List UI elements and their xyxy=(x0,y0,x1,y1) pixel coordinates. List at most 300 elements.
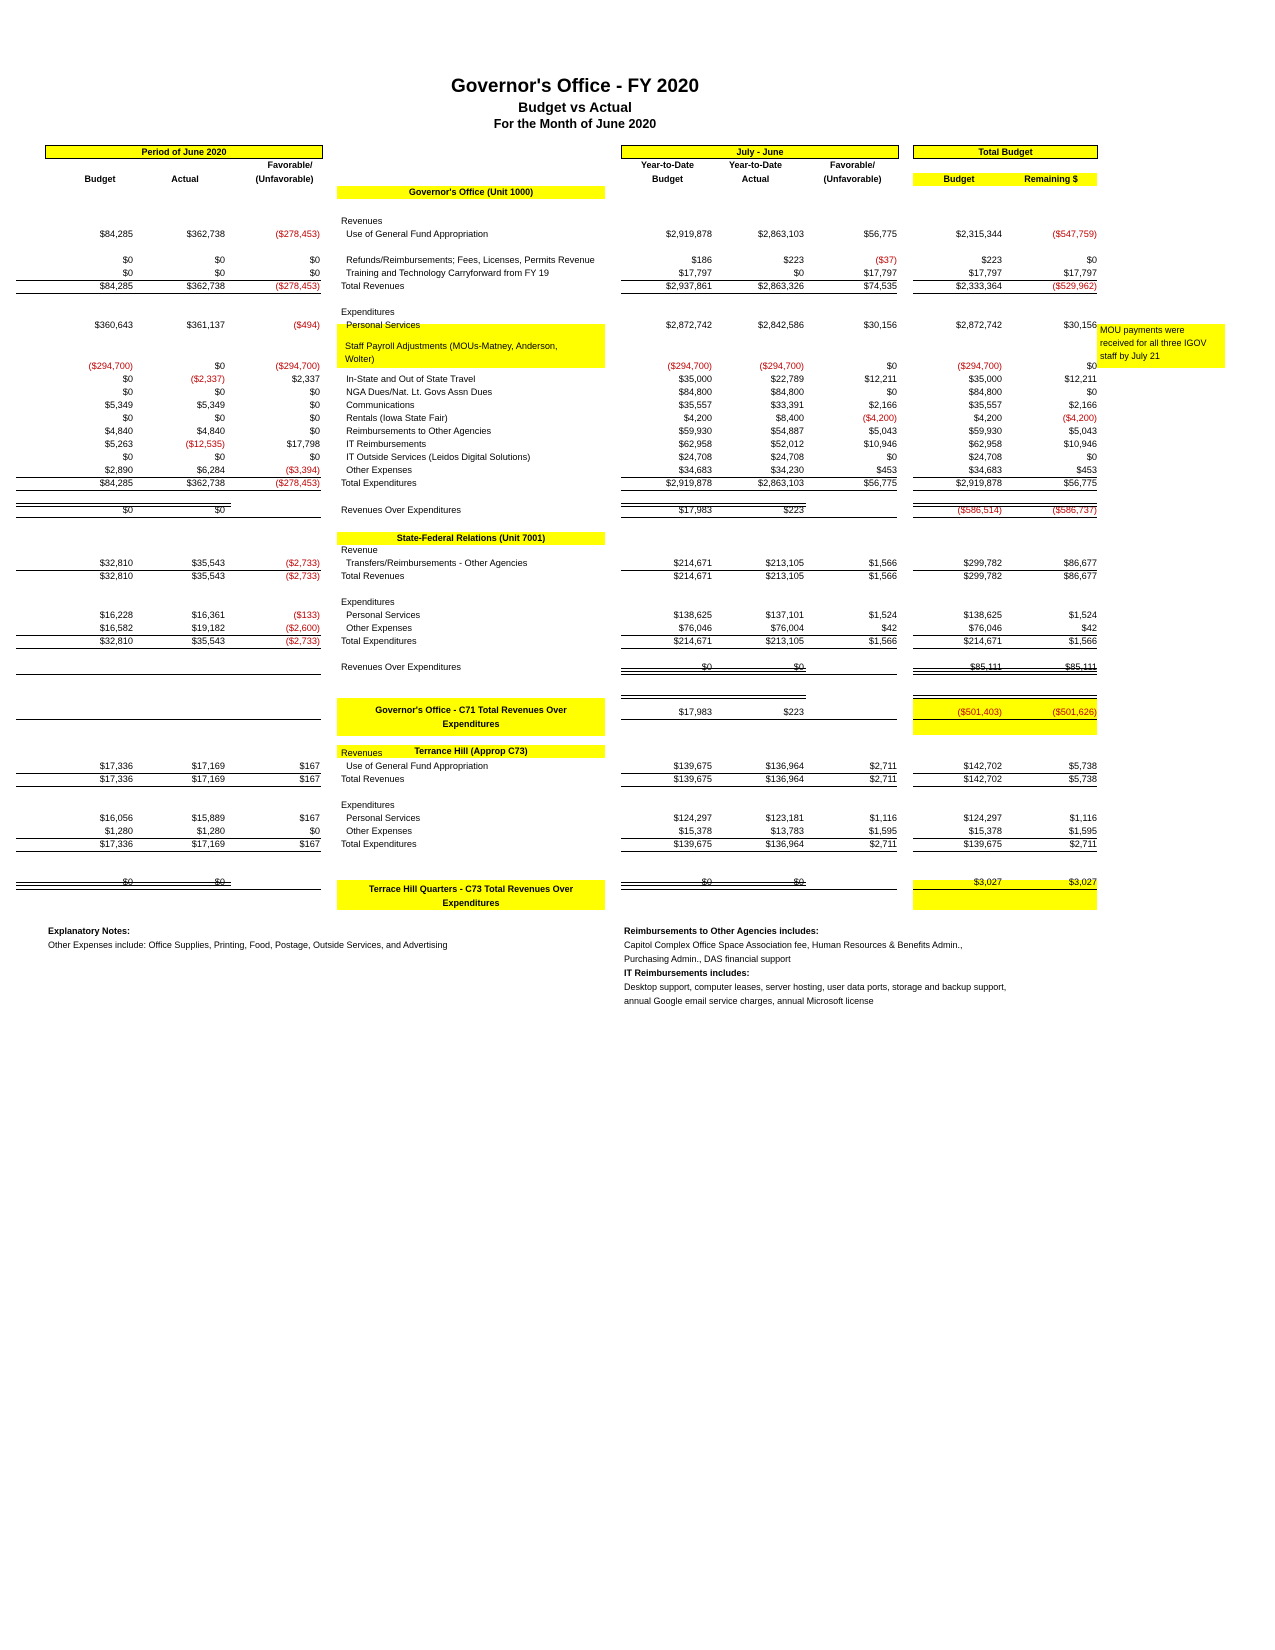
cell-tb-budget: $142,702 xyxy=(963,761,1002,771)
cell-period-budget: $0 xyxy=(122,413,133,423)
cell-ytd-budget: ($294,700) xyxy=(667,361,712,371)
cell-period-budget: $17,336 xyxy=(99,774,133,784)
cell-ytd-budget: $186 xyxy=(691,255,712,265)
cell-ytd-budget: $59,930 xyxy=(678,426,712,436)
cell-ytd-budget: $17,983 xyxy=(678,707,712,717)
cell-period-fav: ($2,733) xyxy=(285,571,320,581)
cell-period-budget: $0 xyxy=(122,452,133,462)
cell-tb-remaining: ($501,626) xyxy=(1052,707,1097,717)
cell-period-actual: $0 xyxy=(214,361,225,371)
cell-period-budget: $84,285 xyxy=(99,478,133,488)
table-row xyxy=(0,812,1275,825)
cell-tb-budget: $35,557 xyxy=(968,400,1002,410)
cell-ytd-actual: $213,105 xyxy=(765,571,804,581)
row-underline xyxy=(913,851,1097,852)
cell-period-fav: $0 xyxy=(309,400,320,410)
cell-ytd-budget: $139,675 xyxy=(673,774,712,784)
group-header-total: Total Budget xyxy=(913,145,1098,159)
cell-ytd-budget: $214,671 xyxy=(673,558,712,568)
col-actual: Actual xyxy=(171,174,199,184)
cell-ytd-fav: $17,797 xyxy=(863,268,897,278)
row-label: Reimbursements to Other Agencies xyxy=(341,426,492,436)
cell-tb-remaining: $56,775 xyxy=(1063,478,1097,488)
cell-period-fav: $17,798 xyxy=(286,439,320,449)
row-label: In-State and Out of State Travel xyxy=(341,374,476,384)
table-row xyxy=(0,596,1275,609)
row-underline xyxy=(621,674,897,675)
row-underline xyxy=(913,719,1097,720)
cell-period-fav: ($2,733) xyxy=(285,636,320,646)
cell-period-fav: ($278,453) xyxy=(275,478,320,488)
section-c73-line1: Terrace Hill Quarters - C73 Total Revenues Over xyxy=(368,884,574,894)
cell-tb-budget: $35,000 xyxy=(968,374,1002,384)
row-underline xyxy=(621,889,897,890)
cell-period-actual: $19,182 xyxy=(191,623,225,633)
cell-tb-budget: $62,958 xyxy=(968,439,1002,449)
cell-tb-budget: $4,200 xyxy=(973,413,1002,423)
cell-tb-remaining: $3,027 xyxy=(1068,877,1097,887)
cell-ytd-budget: $35,000 xyxy=(678,374,712,384)
table-row xyxy=(0,306,1275,319)
cell-period-budget: ($294,700) xyxy=(88,361,133,371)
cell-tb-remaining: $5,738 xyxy=(1068,774,1097,784)
cell-ytd-actual: $223 xyxy=(783,707,804,717)
col-fav-bottom: (Unfavorable) xyxy=(255,174,314,184)
cell-ytd-budget: $62,958 xyxy=(678,439,712,449)
row-label: Other Expenses xyxy=(341,623,412,633)
cell-period-actual: $17,169 xyxy=(191,761,225,771)
table-row xyxy=(0,622,1275,635)
cell-period-actual: $6,284 xyxy=(196,465,225,475)
cell-period-fav: $0 xyxy=(309,255,320,265)
cell-ytd-actual: $22,789 xyxy=(770,374,804,384)
cell-ytd-actual: $223 xyxy=(783,505,804,515)
cell-ytd-budget: $24,708 xyxy=(678,452,712,462)
cell-period-fav: $0 xyxy=(309,268,320,278)
row-underline xyxy=(16,674,231,675)
table-row xyxy=(0,360,1275,373)
row-underline xyxy=(913,517,1097,518)
report-subtitle: Budget vs Actual xyxy=(518,99,632,115)
cell-period-fav: ($278,453) xyxy=(275,229,320,239)
table-row xyxy=(0,319,1275,332)
cell-ytd-actual: $34,230 xyxy=(770,465,804,475)
cell-period-actual: ($12,535) xyxy=(185,439,225,449)
row-label: Expenditures xyxy=(341,307,395,317)
cell-ytd-actual: $137,101 xyxy=(765,610,804,620)
cell-ytd-fav: ($37) xyxy=(875,255,897,265)
cell-ytd-fav: $56,775 xyxy=(863,229,897,239)
rule xyxy=(16,503,231,507)
notes-right-title-1: Reimbursements to Other Agencies includes: xyxy=(624,926,819,936)
cell-tb-budget: ($586,514) xyxy=(957,505,1002,515)
cell-ytd-budget: $2,919,878 xyxy=(666,478,712,488)
cell-ytd-actual: $123,181 xyxy=(765,813,804,823)
cell-ytd-fav: $1,524 xyxy=(868,610,897,620)
cell-ytd-actual: $136,964 xyxy=(765,761,804,771)
cell-period-budget: $0 xyxy=(122,255,133,265)
cell-tb-budget: $138,625 xyxy=(963,610,1002,620)
cell-ytd-actual: $213,105 xyxy=(765,558,804,568)
notes-right-text-1b: Purchasing Admin., DAS financial support xyxy=(624,954,791,964)
cell-ytd-budget: $2,937,861 xyxy=(666,281,712,291)
cell-ytd-fav: $74,535 xyxy=(863,281,897,291)
row-underline xyxy=(913,786,1097,787)
cell-period-actual: ($2,337) xyxy=(190,374,225,384)
cell-period-budget: $0 xyxy=(122,387,133,397)
row-underline xyxy=(621,851,897,852)
section-c71-line1: Governor's Office - C71 Total Revenues Over xyxy=(375,705,567,715)
row-underline xyxy=(16,719,231,720)
table-row xyxy=(0,773,1275,786)
cell-tb-budget: $24,708 xyxy=(968,452,1002,462)
cell-period-budget: $84,285 xyxy=(99,281,133,291)
cell-ytd-actual: $0 xyxy=(793,877,804,887)
table-row xyxy=(0,373,1275,386)
cell-ytd-actual: $2,863,103 xyxy=(758,478,804,488)
cell-ytd-actual: $33,391 xyxy=(770,400,804,410)
table-row xyxy=(0,706,1275,719)
rule xyxy=(621,503,806,507)
row-label: Revenues Over Expenditures xyxy=(341,662,462,672)
section-terrace-hill: Terrance Hill (Approp C73) xyxy=(337,745,605,758)
cell-period-actual: $362,738 xyxy=(186,281,225,291)
cell-ytd-actual: $84,800 xyxy=(770,387,804,397)
table-row xyxy=(0,557,1275,570)
cell-ytd-actual: $136,964 xyxy=(765,774,804,784)
row-label: Total Revenues xyxy=(341,571,405,581)
cell-ytd-fav: $2,711 xyxy=(869,761,897,771)
cell-period-budget: $16,228 xyxy=(99,610,133,620)
col-budget: Budget xyxy=(84,174,116,184)
notes-right-text-1a: Capitol Complex Office Space Association fee, Human Resources & Benefits Admin., xyxy=(624,940,963,950)
row-label: Personal Services xyxy=(341,320,421,330)
row-label: Total Expenditures xyxy=(341,478,417,488)
cell-period-fav: $167 xyxy=(299,839,320,849)
cell-period-budget: $0 xyxy=(122,268,133,278)
cell-ytd-actual: $223 xyxy=(783,255,804,265)
col-ytd-fav-bottom: (Unfavorable) xyxy=(823,174,882,184)
cell-ytd-fav: $1,566 xyxy=(868,636,897,646)
row-underline xyxy=(231,889,321,890)
row-underline xyxy=(231,648,321,649)
row-label: Total Revenues xyxy=(341,774,405,784)
mou-note-line1: MOU payments were xyxy=(1100,325,1185,335)
table-row xyxy=(0,464,1275,477)
staff-payroll-label-line1: Staff Payroll Adjustments (MOUs-Matney, Anderson, xyxy=(345,341,558,351)
staff-payroll-label-line2: Wolter) xyxy=(345,354,375,364)
row-underline xyxy=(231,674,321,675)
cell-period-actual: $35,543 xyxy=(191,558,225,568)
row-label: Other Expenses xyxy=(341,826,412,836)
cell-ytd-actual: $52,012 xyxy=(770,439,804,449)
cell-period-fav: ($294,700) xyxy=(275,361,320,371)
row-label: Revenues Over Expenditures xyxy=(341,505,462,515)
cell-ytd-fav: $5,043 xyxy=(868,426,897,436)
table-row xyxy=(0,254,1275,267)
rule xyxy=(621,668,806,672)
table-row xyxy=(0,799,1275,812)
cell-ytd-actual: $76,004 xyxy=(770,623,804,633)
cell-ytd-budget: $2,872,742 xyxy=(666,320,712,330)
cell-ytd-budget: $0 xyxy=(701,877,712,887)
row-underline xyxy=(913,490,1097,491)
table-row xyxy=(0,399,1275,412)
table-row xyxy=(0,228,1275,241)
cell-ytd-actual: $0 xyxy=(793,268,804,278)
row-label: Personal Services xyxy=(341,813,421,823)
cell-period-actual: $1,280 xyxy=(196,826,225,836)
cell-tb-budget: ($294,700) xyxy=(957,361,1002,371)
col-ytd-budget: Budget xyxy=(652,174,683,184)
cell-period-fav: $167 xyxy=(299,761,320,771)
cell-tb-remaining: $42 xyxy=(1081,623,1097,633)
row-label: Revenues xyxy=(341,748,383,758)
cell-period-budget: $32,810 xyxy=(99,558,133,568)
cell-ytd-actual: $2,863,326 xyxy=(758,281,804,291)
cell-ytd-budget: $124,297 xyxy=(673,813,712,823)
row-label: Rentals (Iowa State Fair) xyxy=(341,413,448,423)
cell-tb-remaining: $1,524 xyxy=(1068,610,1097,620)
cell-tb-remaining: $453 xyxy=(1076,465,1097,475)
cell-ytd-budget: $139,675 xyxy=(673,839,712,849)
cell-tb-budget: $299,782 xyxy=(963,558,1002,568)
cell-period-fav: $0 xyxy=(309,426,320,436)
cell-ytd-budget: $138,625 xyxy=(673,610,712,620)
cell-tb-remaining: $0 xyxy=(1086,255,1097,265)
cell-ytd-fav: $2,166 xyxy=(868,400,897,410)
report-title: Governor's Office - FY 2020 xyxy=(450,76,700,97)
cell-tb-budget: $2,919,878 xyxy=(956,478,1002,488)
row-underline xyxy=(913,648,1097,649)
col-tb-remaining: Remaining $ xyxy=(1005,173,1097,186)
row-label: Total Expenditures xyxy=(341,636,417,646)
cell-ytd-fav: $1,566 xyxy=(868,571,897,581)
row-underline xyxy=(621,490,897,491)
cell-period-fav: ($2,733) xyxy=(285,558,320,568)
cell-period-budget: $5,349 xyxy=(104,400,133,410)
cell-period-actual: $0 xyxy=(214,452,225,462)
row-underline xyxy=(913,293,1097,294)
table-row xyxy=(0,412,1275,425)
cell-period-fav: ($494) xyxy=(293,320,320,330)
cell-tb-remaining: $2,711 xyxy=(1069,839,1097,849)
cell-ytd-actual: $54,887 xyxy=(770,426,804,436)
row-underline xyxy=(16,889,231,890)
row-label: Transfers/Reimbursements - Other Agencies xyxy=(341,558,528,568)
table-row xyxy=(0,425,1275,438)
cell-ytd-budget: $34,683 xyxy=(678,465,712,475)
cell-ytd-actual: ($294,700) xyxy=(759,361,804,371)
notes-right-text-2b: annual Google email service charges, annual Microsoft license xyxy=(624,996,874,1006)
cell-tb-remaining: ($529,962) xyxy=(1052,281,1097,291)
cell-period-fav: ($133) xyxy=(293,610,320,620)
table-row xyxy=(0,544,1275,557)
row-label: Total Expenditures xyxy=(341,839,417,849)
cell-ytd-actual: $213,105 xyxy=(765,636,804,646)
row-label: Revenue xyxy=(341,545,378,555)
cell-ytd-actual: $136,964 xyxy=(765,839,804,849)
row-label: Expenditures xyxy=(341,597,395,607)
row-label: Communications xyxy=(341,400,415,410)
row-underline xyxy=(621,293,897,294)
cell-tb-budget: $59,930 xyxy=(968,426,1002,436)
rule xyxy=(16,882,231,886)
cell-tb-remaining: $12,211 xyxy=(1064,374,1097,384)
table-row xyxy=(0,825,1275,838)
row-underline xyxy=(231,786,321,787)
cell-ytd-budget: $17,797 xyxy=(678,268,712,278)
cell-ytd-budget: $84,800 xyxy=(678,387,712,397)
row-label: Training and Technology Carryforward from FY 19 xyxy=(341,268,550,278)
cell-period-budget: $1,280 xyxy=(104,826,133,836)
cell-period-actual: $0 xyxy=(214,268,225,278)
table-row xyxy=(0,267,1275,280)
cell-tb-remaining: $17,797 xyxy=(1063,268,1097,278)
cell-tb-remaining: $86,677 xyxy=(1063,571,1097,581)
cell-ytd-actual: $2,842,586 xyxy=(758,320,804,330)
cell-period-actual: $0 xyxy=(214,255,225,265)
col-fav-top: Favorable/ xyxy=(267,160,313,170)
row-label: Other Expenses xyxy=(341,465,412,475)
cell-period-actual: $362,738 xyxy=(186,478,225,488)
report-period: For the Month of June 2020 xyxy=(493,117,657,131)
cell-period-actual: $16,361 xyxy=(191,610,225,620)
cell-ytd-fav: ($4,200) xyxy=(862,413,897,423)
cell-ytd-budget: $139,675 xyxy=(673,761,712,771)
col-ytd-actual: Actual xyxy=(741,174,770,184)
cell-ytd-fav: $0 xyxy=(886,361,897,371)
cell-tb-budget: $84,800 xyxy=(968,387,1002,397)
table-row xyxy=(0,635,1275,648)
cell-ytd-actual: $2,863,103 xyxy=(758,229,804,239)
cell-ytd-budget: $17,983 xyxy=(678,505,712,515)
notes-left-text: Other Expenses include: Office Supplies, Printing, Food, Postage, Outside Services, and Advertising xyxy=(48,940,448,950)
rule xyxy=(913,668,1097,672)
section-governors-office: Governor's Office (Unit 1000) xyxy=(337,186,605,199)
cell-ytd-fav: $12,211 xyxy=(864,374,897,384)
cell-period-actual: $362,738 xyxy=(186,229,225,239)
row-underline xyxy=(231,490,321,491)
row-underline xyxy=(231,517,321,518)
cell-period-actual: $0 xyxy=(214,505,225,515)
cell-period-actual: $15,889 xyxy=(191,813,225,823)
cell-ytd-fav: $0 xyxy=(886,387,897,397)
section-c73-line2: Expenditures xyxy=(442,898,500,908)
cell-tb-budget: $139,675 xyxy=(963,839,1002,849)
cell-ytd-fav: $2,711 xyxy=(869,839,897,849)
notes-right-text-2a: Desktop support, computer leases, server hosting, user data ports, storage and backup support, xyxy=(624,982,1007,992)
table-row xyxy=(0,386,1275,399)
cell-period-fav: ($278,453) xyxy=(275,281,320,291)
row-underline xyxy=(621,517,897,518)
table-row xyxy=(0,760,1275,773)
cell-tb-remaining: $1,116 xyxy=(1069,813,1097,823)
row-underline xyxy=(16,786,231,787)
row-underline xyxy=(231,851,321,852)
cell-period-budget: $32,810 xyxy=(99,636,133,646)
mou-note-line2: received for all three IGOV xyxy=(1100,338,1207,348)
cell-ytd-budget: $76,046 xyxy=(678,623,712,633)
cell-period-actual: $17,169 xyxy=(191,774,225,784)
table-row xyxy=(0,570,1275,583)
col-tb-budget: Budget xyxy=(913,173,1005,186)
cell-period-actual: $0 xyxy=(214,877,225,887)
cell-period-fav: ($3,394) xyxy=(285,465,320,475)
cell-period-actual: $0 xyxy=(214,387,225,397)
row-label: IT Reimbursements xyxy=(341,439,427,449)
row-underline xyxy=(621,719,897,720)
cell-period-budget: $0 xyxy=(122,505,133,515)
cell-ytd-budget: $15,378 xyxy=(678,826,712,836)
table-row xyxy=(0,438,1275,451)
section-state-federal: State-Federal Relations (Unit 7001) xyxy=(337,532,605,545)
table-row xyxy=(0,477,1275,490)
cell-tb-remaining: $0 xyxy=(1086,452,1097,462)
cell-tb-budget: $2,315,344 xyxy=(956,229,1002,239)
cell-tb-budget: $223 xyxy=(981,255,1002,265)
row-label: Personal Services xyxy=(341,610,421,620)
cell-ytd-fav: $1,566 xyxy=(868,558,897,568)
group-header-ytd: July - June xyxy=(621,145,899,159)
cell-period-actual: $5,349 xyxy=(196,400,225,410)
table-row xyxy=(0,609,1275,622)
cell-period-fav: $0 xyxy=(309,413,320,423)
section-c71-line2: Expenditures xyxy=(442,719,500,729)
cell-ytd-fav: $1,116 xyxy=(869,813,897,823)
cell-ytd-actual: $13,783 xyxy=(770,826,804,836)
cell-period-fav: $0 xyxy=(309,826,320,836)
cell-period-fav: $2,337 xyxy=(291,374,320,384)
row-underline xyxy=(16,648,231,649)
cell-tb-budget: $299,782 xyxy=(963,571,1002,581)
row-underline xyxy=(621,786,897,787)
cell-ytd-budget: $214,671 xyxy=(673,571,712,581)
row-underline xyxy=(913,674,1097,675)
cell-period-fav: $0 xyxy=(309,452,320,462)
cell-tb-budget: $17,797 xyxy=(968,268,1002,278)
cell-period-budget: $0 xyxy=(122,374,133,384)
cell-tb-remaining: $0 xyxy=(1086,361,1097,371)
row-underline xyxy=(913,889,1097,890)
cell-ytd-fav: $30,156 xyxy=(863,320,897,330)
cell-ytd-fav: $1,595 xyxy=(868,826,897,836)
cell-tb-budget: ($501,403) xyxy=(957,707,1002,717)
row-underline xyxy=(621,648,897,649)
cell-tb-remaining: $0 xyxy=(1086,387,1097,397)
cell-tb-budget: $142,702 xyxy=(963,774,1002,784)
row-underline xyxy=(16,851,231,852)
cell-period-budget: $17,336 xyxy=(99,761,133,771)
cell-tb-budget: $2,333,364 xyxy=(956,281,1002,291)
cell-tb-remaining: $5,738 xyxy=(1068,761,1097,771)
col-ytd-fav-top: Favorable/ xyxy=(829,160,876,170)
cell-tb-remaining: $30,156 xyxy=(1063,320,1097,330)
row-label: Refunds/Reimbursements; Fees, Licenses, Permits Revenue xyxy=(341,255,595,265)
cell-tb-remaining: $5,043 xyxy=(1068,426,1097,436)
cell-tb-remaining: ($586,737) xyxy=(1052,505,1097,515)
cell-ytd-fav: $2,711 xyxy=(869,774,897,784)
row-underline xyxy=(16,490,231,491)
rule xyxy=(621,882,806,886)
cell-ytd-budget: $2,919,878 xyxy=(666,229,712,239)
row-label: IT Outside Services (Leidos Digital Solutions) xyxy=(341,452,531,462)
rule xyxy=(913,503,1097,507)
row-label: Total Revenues xyxy=(341,281,405,291)
cell-tb-remaining: ($4,200) xyxy=(1062,413,1097,423)
cell-period-actual: $35,543 xyxy=(191,571,225,581)
cell-tb-budget: $85,111 xyxy=(970,662,1002,672)
